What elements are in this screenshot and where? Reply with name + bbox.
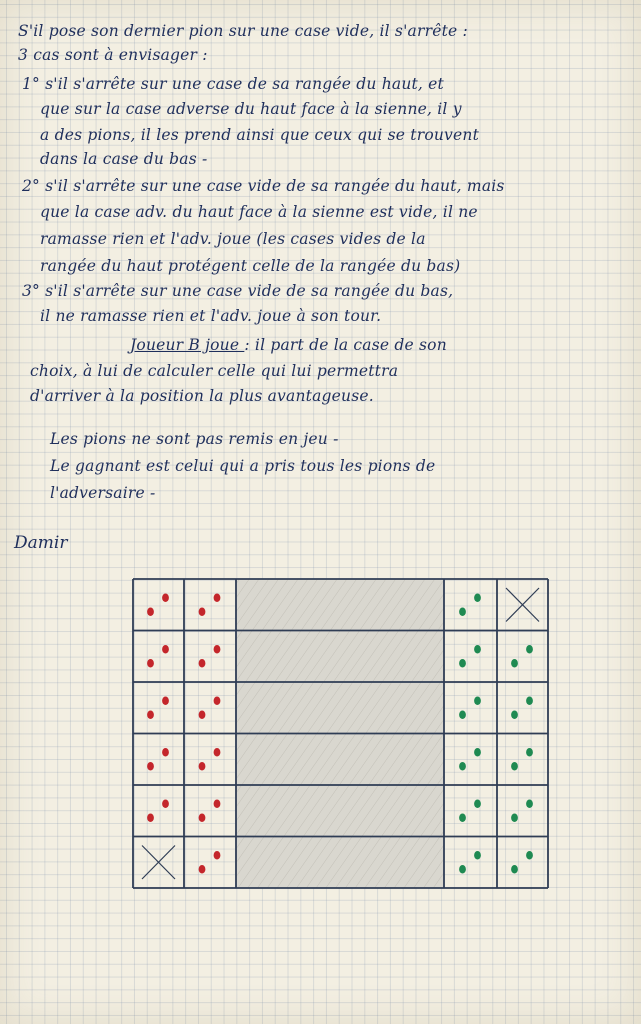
text-line: a des pions, il les prend ainsi que ceux qui se trouvent — [40, 126, 480, 144]
right-outer-pion — [526, 800, 533, 808]
left-inner-pion — [199, 608, 206, 616]
left-outer-pion — [147, 711, 154, 719]
left-inner-pion — [214, 851, 221, 859]
left-inner-pion — [214, 697, 221, 705]
text-line: choix, à lui de calculer celle qui lui permettra — [30, 362, 399, 380]
right-inner-pion — [474, 748, 481, 756]
left-inner-pion — [214, 594, 221, 602]
text-line: que la case adv. du haut face à la sienne est vide, il ne — [40, 203, 478, 221]
left-inner-pion — [214, 800, 221, 808]
text-line: 3 cas sont à envisager : — [18, 46, 208, 64]
right-outer-pion — [526, 851, 533, 859]
text-line: S'il pose son dernier pion sur une case vide, il s'arrête : — [18, 22, 468, 40]
text-line-case-3: 3° s'il s'arrête sur une case vide de sa rangée du bas, — [22, 282, 454, 300]
right-inner-pion — [474, 800, 481, 808]
right-outer-pion — [511, 711, 518, 719]
right-outer-pion — [511, 865, 518, 873]
text-line-case-2: 2° s'il s'arrête sur une case vide de sa rangée du haut, mais — [22, 177, 505, 195]
right-outer-pion — [526, 748, 533, 756]
joueur-b-heading: Joueur B joue — [130, 336, 245, 354]
text-line: ramasse rien et l'adv. joue (les cases vides de la — [40, 230, 426, 248]
right-outer-pion — [526, 645, 533, 653]
left-outer-pion — [147, 608, 154, 616]
left-outer-pion — [147, 762, 154, 770]
right-inner-pion — [459, 711, 466, 719]
signature: Damir — [14, 533, 68, 553]
text-line: Les pions ne sont pas remis en jeu - — [50, 430, 339, 448]
text-line-joueur-b: Joueur B joue : il part de la case de son — [130, 336, 447, 354]
left-outer-pion — [162, 697, 169, 705]
right-inner-pion — [474, 697, 481, 705]
text-line: l'adversaire - — [50, 484, 156, 502]
text-line: il ne ramasse rien et l'adv. joue à son tour. — [40, 307, 382, 325]
left-outer-pion — [147, 814, 154, 822]
left-inner-pion — [199, 762, 206, 770]
left-inner-pion — [199, 659, 206, 667]
left-inner-pion — [199, 814, 206, 822]
right-outer-pion — [511, 762, 518, 770]
text-line: Le gagnant est celui qui a pris tous les pions de — [50, 457, 436, 475]
text-line: que sur la case adverse du haut face à la sienne, il y — [40, 100, 462, 118]
left-outer-pion — [147, 659, 154, 667]
left-inner-pion — [199, 711, 206, 719]
right-outer-pion — [511, 814, 518, 822]
right-inner-pion — [459, 608, 466, 616]
right-inner-pion — [459, 814, 466, 822]
left-outer-pion — [162, 800, 169, 808]
left-outer-pion — [162, 645, 169, 653]
right-inner-pion — [474, 594, 481, 602]
left-outer-pion — [162, 594, 169, 602]
left-inner-pion — [199, 865, 206, 873]
right-outer-pion — [526, 697, 533, 705]
right-inner-pion — [459, 659, 466, 667]
right-inner-pion — [459, 762, 466, 770]
left-inner-pion — [214, 645, 221, 653]
text-line-case-1: 1° s'il s'arrête sur une case de sa rangée du haut, et — [22, 75, 444, 93]
right-inner-pion — [474, 851, 481, 859]
text-line: dans la case du bas - — [40, 150, 208, 168]
text-line: d'arriver à la position la plus avantageuse. — [30, 387, 374, 405]
right-outer-pion — [511, 659, 518, 667]
left-inner-pion — [214, 748, 221, 756]
left-outer-pion — [162, 748, 169, 756]
right-inner-pion — [459, 865, 466, 873]
right-inner-pion — [474, 645, 481, 653]
text-line: rangée du haut protégent celle de la rangée du bas) — [40, 257, 461, 275]
